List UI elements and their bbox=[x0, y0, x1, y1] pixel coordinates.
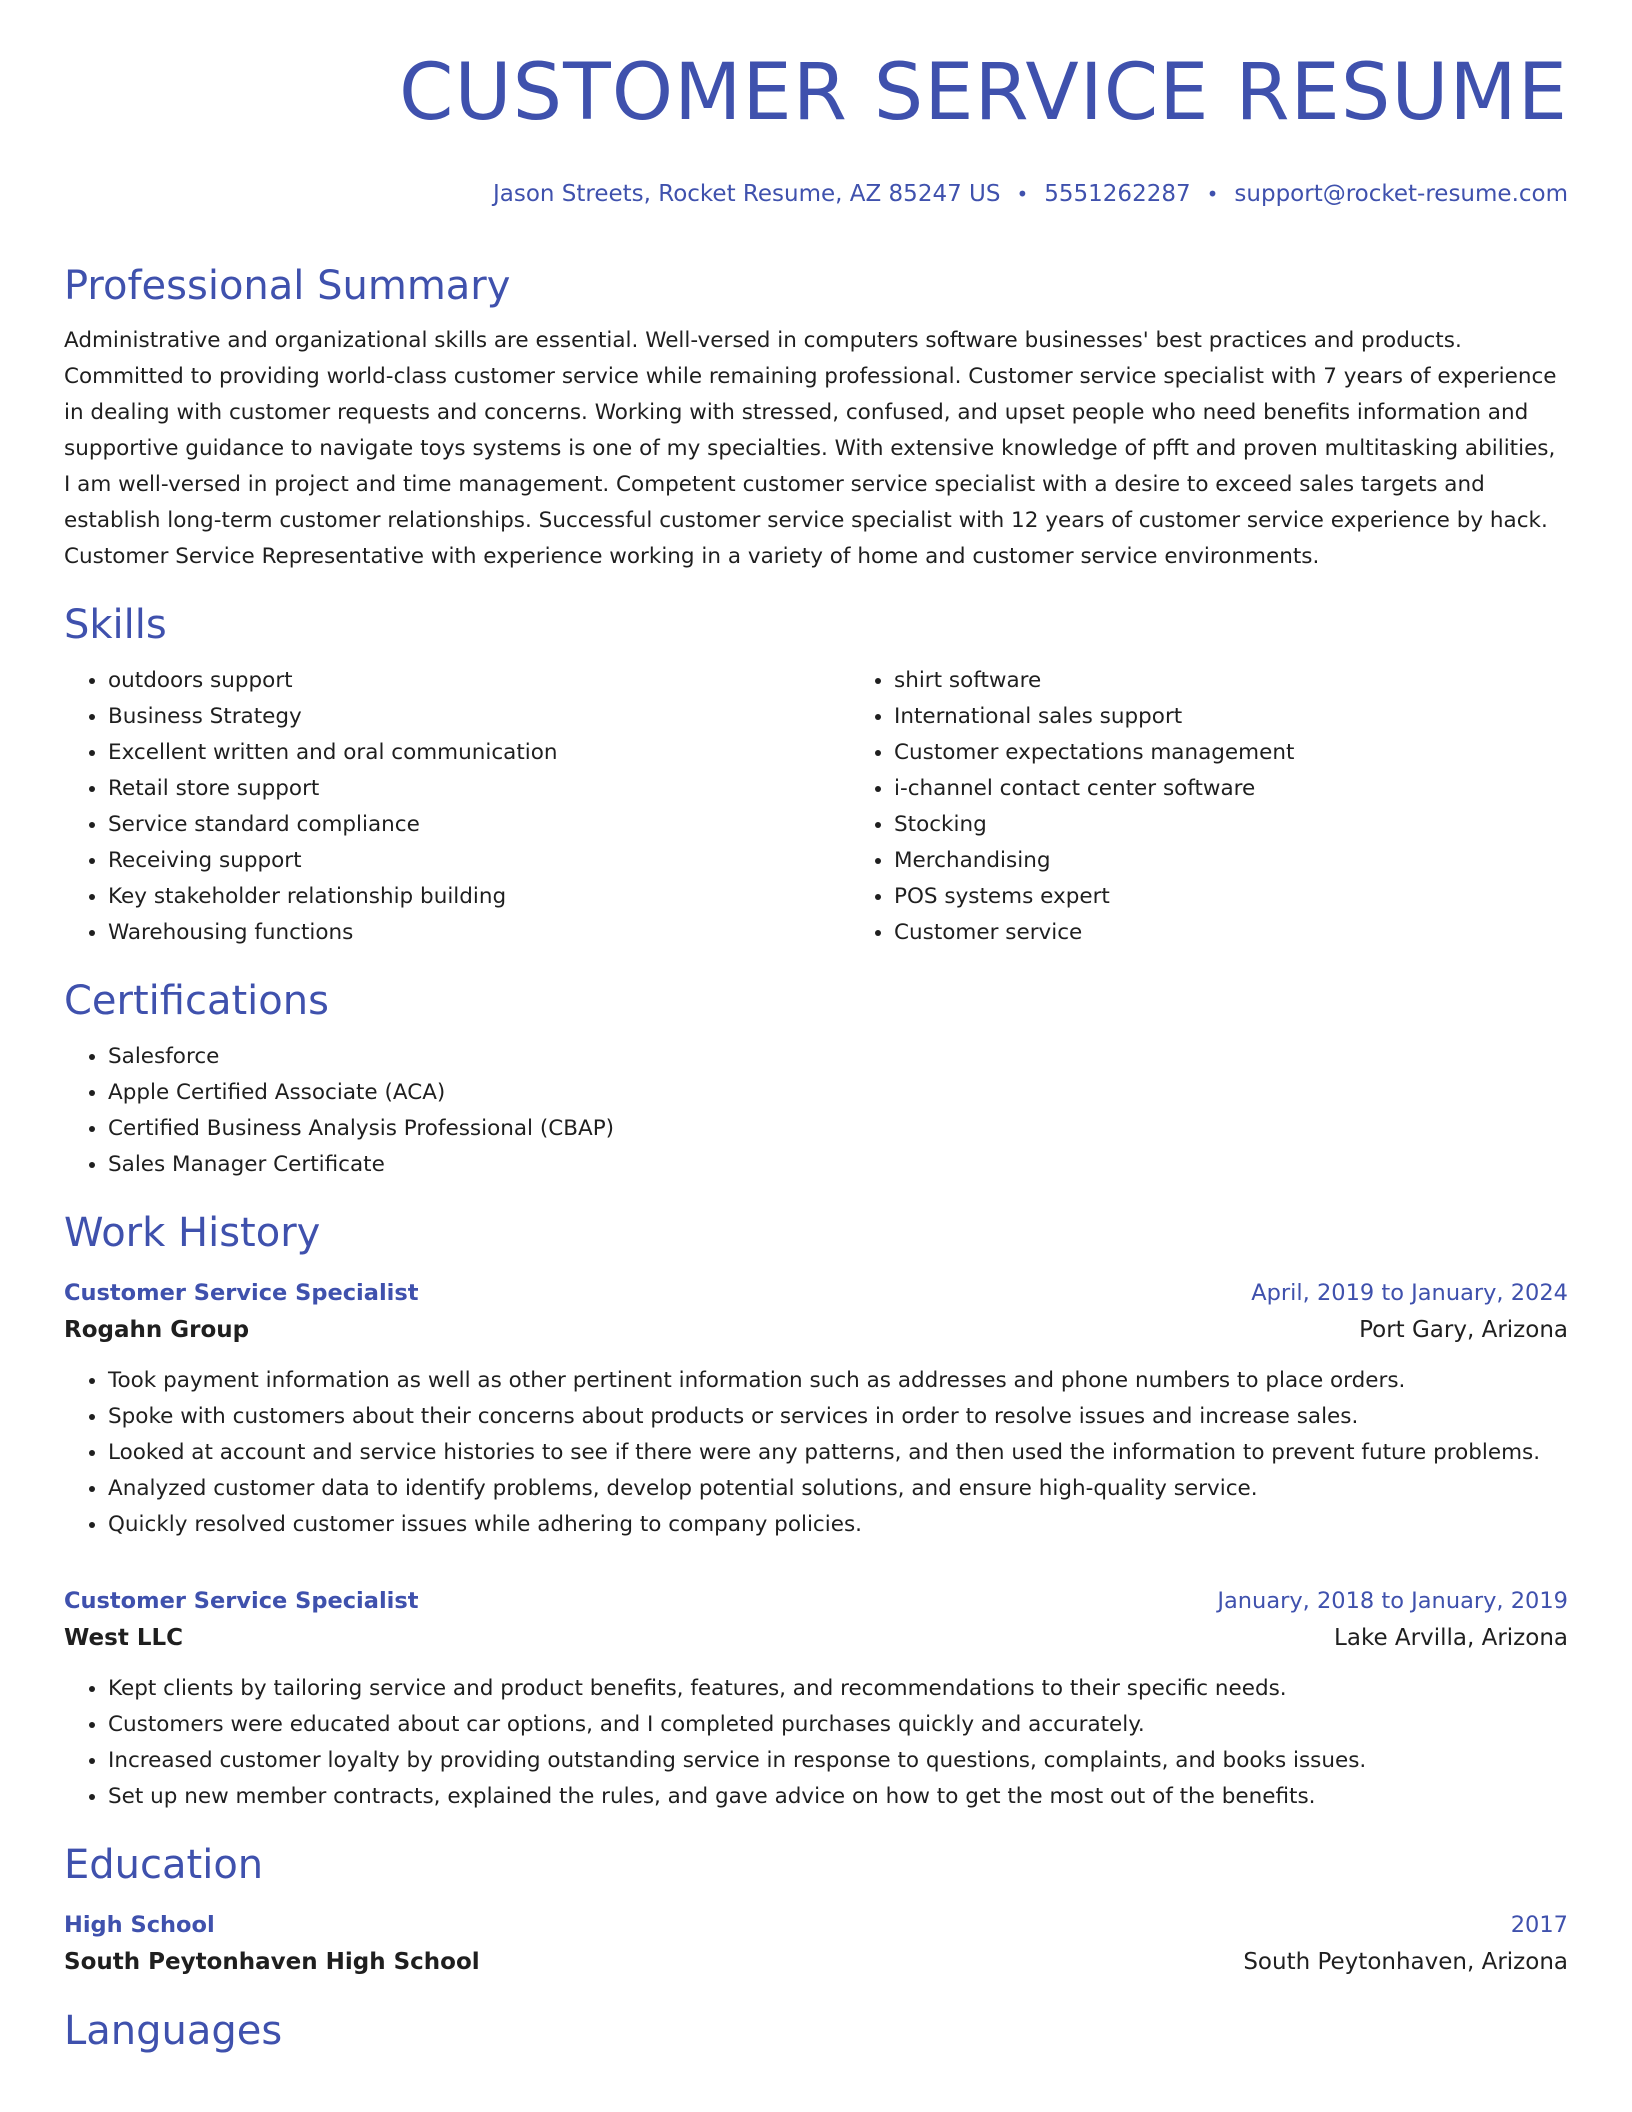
job-duty-item: • Spoke with customers about their concerns about products or services in order to resolve issues and increase sales. bbox=[108, 1399, 1568, 1435]
education-location: South Peytonhaven, Arizona bbox=[1243, 1949, 1568, 1975]
section-heading-work-history: Work History bbox=[64, 1210, 321, 1256]
job-duty-item: • Kept clients by tailoring service and product benefits, features, and recommendations to their specific needs. bbox=[108, 1671, 1568, 1707]
section-heading-summary: Professional Summary bbox=[64, 263, 511, 309]
skills-columns bbox=[64, 649, 1568, 951]
skill-item: • International sales support bbox=[894, 699, 1632, 735]
education-school-row bbox=[64, 1943, 1568, 1981]
skills-list-right bbox=[850, 663, 1632, 951]
education-section bbox=[64, 1841, 1568, 1981]
education-year: 2017 bbox=[1510, 1912, 1568, 1938]
skill-item: • Warehousing functions bbox=[108, 915, 850, 951]
job-company: Rogahn Group bbox=[64, 1317, 250, 1343]
summary-text: Administrative and organizational skills are essential. Well-versed in computers software businesses' best practices and products. Committed to providing world-class customer service while remaining professional. Customer service specialist with 7 years of experience in dealing with customer requests and concerns. Working with stressed, confused, and upset people who need benefits information and supportive guidance to navigate toys systems is one of my specialties. With extensive knowledge of pfft and proven multitasking abilities, I am well-versed in project and time management. Competent customer service specialist with a desire to exceed sales targets and establish long-term customer relationships. Successful customer service specialist with 12 years of customer service experience by hack. Customer Service Representative with experience working in a variety of home and customer service environments. bbox=[64, 328, 1557, 569]
contact-separator: • bbox=[1016, 182, 1029, 206]
certifications-section bbox=[64, 977, 1568, 1183]
job-duty-item: • Analyzed customer data to identify problems, develop potential solutions, and ensure high-quality service. bbox=[108, 1471, 1568, 1507]
job-dates: January, 2018 to January, 2019 bbox=[1217, 1588, 1568, 1614]
skill-item: • Key stakeholder relationship building bbox=[108, 879, 850, 915]
contact-email[interactable]: support@rocket-resume.com bbox=[1234, 181, 1568, 207]
job-title-row bbox=[64, 1583, 1568, 1619]
job-entry bbox=[64, 1275, 1568, 1543]
job-company-row bbox=[64, 1619, 1568, 1657]
job-location: Port Gary, Arizona bbox=[1359, 1317, 1568, 1343]
job-company: West LLC bbox=[64, 1625, 184, 1651]
skill-item: • Receiving support bbox=[108, 843, 850, 879]
skill-item: • Excellent written and oral communication bbox=[108, 735, 850, 771]
job-dates: April, 2019 to January, 2024 bbox=[1251, 1280, 1568, 1306]
education-entry bbox=[64, 1907, 1568, 1981]
education-degree-row bbox=[64, 1907, 1568, 1943]
skill-item: • Retail store support bbox=[108, 771, 850, 807]
contact-line bbox=[493, 183, 1568, 206]
job-duty-item: • Looked at account and service histories to see if there were any patterns, and then used the information to prevent future problems. bbox=[108, 1435, 1568, 1471]
job-title-row bbox=[64, 1275, 1568, 1311]
education-degree: High School bbox=[64, 1912, 215, 1938]
job-duty-item: • Took payment information as well as other pertinent information such as addresses and phone numbers to place orders. bbox=[108, 1363, 1568, 1399]
skill-item: • outdoors support bbox=[108, 663, 850, 699]
job-title: Customer Service Specialist bbox=[64, 1280, 419, 1306]
certification-item: • Certified Business Analysis Professional (CBAP) bbox=[108, 1111, 1568, 1147]
summary-section bbox=[64, 262, 1568, 575]
job-company-row bbox=[64, 1311, 1568, 1349]
job-duties-list bbox=[64, 1363, 1568, 1543]
section-heading-certifications: Certifications bbox=[64, 978, 329, 1024]
skill-item: • POS systems expert bbox=[894, 879, 1632, 915]
certification-item: • Sales Manager Certificate bbox=[108, 1147, 1568, 1183]
job-duty-item: • Customers were educated about car options, and I completed purchases quickly and accurately. bbox=[108, 1707, 1568, 1743]
job-duties-list bbox=[64, 1671, 1568, 1815]
skill-item: • Customer expectations management bbox=[894, 735, 1632, 771]
contact-phone: 5551262287 bbox=[1044, 181, 1191, 207]
certifications-list bbox=[64, 1039, 1568, 1183]
skill-item: • Service standard compliance bbox=[108, 807, 850, 843]
skill-item: • Merchandising bbox=[894, 843, 1632, 879]
resume-body bbox=[64, 262, 1568, 2055]
job-entry bbox=[64, 1583, 1568, 1815]
contact-address: Jason Streets, Rocket Resume, AZ 85247 US bbox=[492, 181, 1001, 207]
contact-separator: • bbox=[1206, 182, 1219, 206]
job-title: Customer Service Specialist bbox=[64, 1588, 419, 1614]
job-duty-item: • Set up new member contracts, explained the rules, and gave advice on how to get the most out of the benefits. bbox=[108, 1779, 1568, 1815]
work-history-section bbox=[64, 1209, 1568, 1815]
skill-item: • Business Strategy bbox=[108, 699, 850, 735]
skills-section bbox=[64, 601, 1568, 951]
skill-item: • Stocking bbox=[894, 807, 1632, 843]
section-heading-skills: Skills bbox=[64, 602, 167, 648]
skill-item: • Customer service bbox=[894, 915, 1632, 951]
skill-item: • i-channel contact center software bbox=[894, 771, 1632, 807]
section-heading-languages: Languages bbox=[64, 2008, 283, 2054]
education-school: South Peytonhaven High School bbox=[64, 1949, 480, 1975]
job-location: Lake Arvilla, Arizona bbox=[1334, 1625, 1568, 1651]
languages-section bbox=[64, 2007, 1568, 2055]
job-duty-item: • Quickly resolved customer issues while adhering to company policies. bbox=[108, 1507, 1568, 1543]
section-heading-education: Education bbox=[64, 1842, 264, 1888]
certification-item: • Salesforce bbox=[108, 1039, 1568, 1075]
certification-item: • Apple Certified Associate (ACA) bbox=[108, 1075, 1568, 1111]
skill-item: • shirt software bbox=[894, 663, 1632, 699]
job-duty-item: • Increased customer loyalty by providing outstanding service in response to questions, complaints, and books issues. bbox=[108, 1743, 1568, 1779]
skills-list-left bbox=[64, 663, 850, 951]
resume-title: CUSTOMER SERVICE RESUME bbox=[399, 48, 1568, 138]
